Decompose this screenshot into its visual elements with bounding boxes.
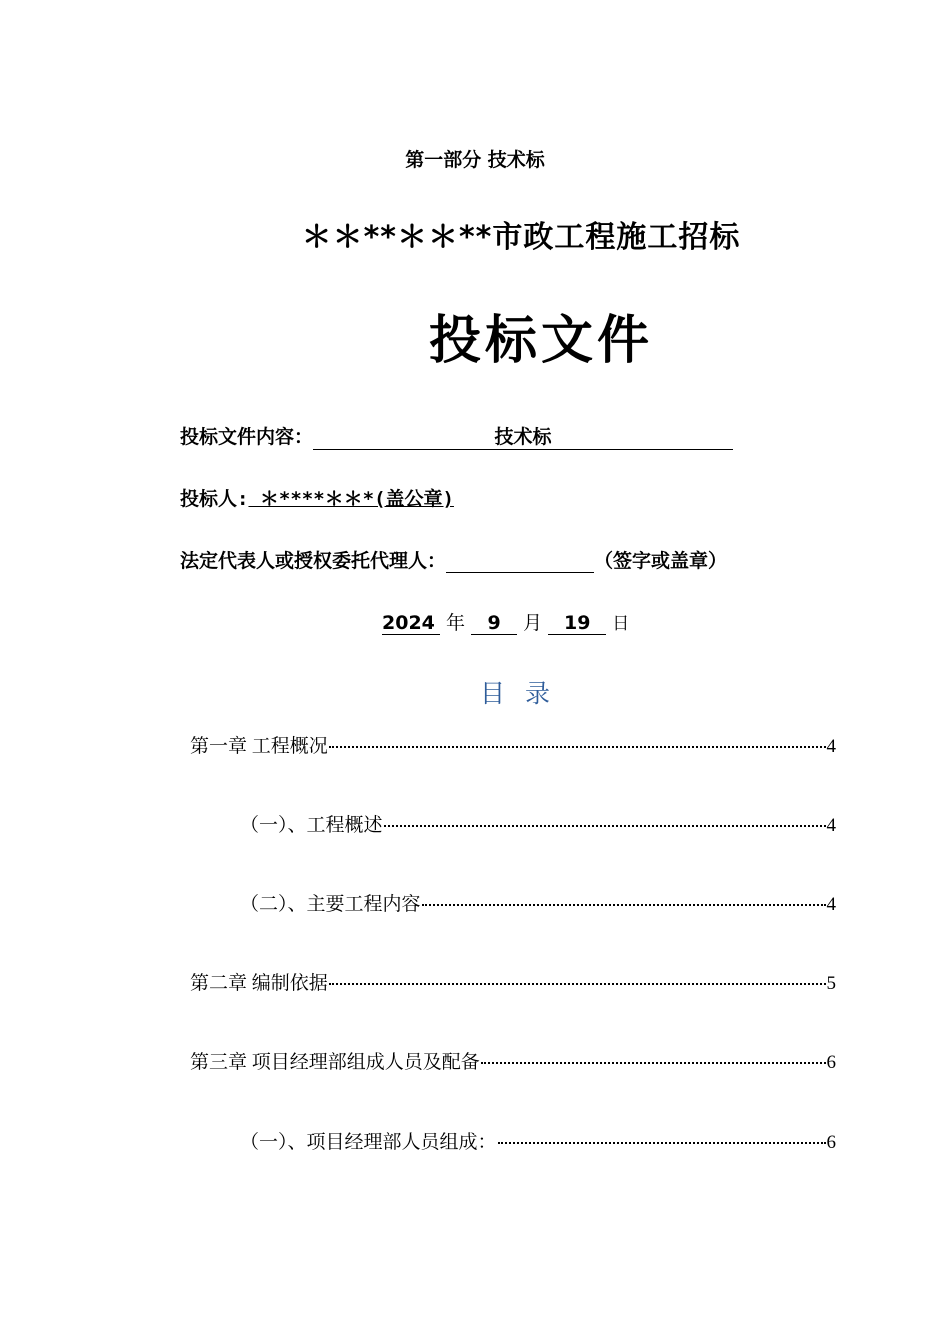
toc-leader [384,825,826,827]
toc-entry[interactable] [190,1047,836,1073]
date-month: 9 [471,612,517,635]
toc-entry-label: 第三章 项目经理部组成人员及配备 [190,1052,480,1073]
toc-entry-label: 第一章 工程概况 [190,736,328,757]
content-value: 技术标 [313,422,733,450]
document-title: 投标文件 [428,310,653,371]
toc-entry-label: （二）、主要工程内容 [240,894,421,915]
date-day-unit: 日 [612,614,630,634]
toc-leader [422,904,826,906]
date-day: 19 [548,612,606,635]
toc-leader [498,1142,826,1144]
date-year: 2024 [382,612,440,635]
bidder-value: ＊****＊＊*(盖公章) [248,488,454,510]
part-heading: 第一部分 技术标 [405,149,545,171]
toc-leader [329,746,826,748]
toc-title: 目 录 [480,679,556,708]
toc-entry-label: （一）、项目经理部人员组成： [240,1132,497,1153]
toc-entry[interactable] [240,889,836,915]
content-label: 投标文件内容： [180,426,314,448]
toc-entry-label: （一）、工程概述 [240,815,383,836]
toc-entry[interactable] [190,731,836,757]
toc-entry-label: 第二章 编制依据 [190,973,328,994]
toc-leader [329,983,826,985]
toc-entry[interactable] [240,810,836,836]
signature-line [446,550,594,573]
date-line [382,608,629,635]
toc-entry-page: 6 [826,1052,836,1073]
bidder-field [180,484,454,511]
toc-entry-page: 4 [826,815,836,836]
date-month-unit: 月 [523,612,543,634]
toc-entry-page: 4 [826,894,836,915]
representative-label: 法定代表人或授权委托代理人： [180,550,447,572]
toc-entry[interactable] [190,968,836,994]
representative-field [180,546,727,573]
toc-entry-page: 6 [826,1132,836,1153]
toc-leader [481,1062,826,1064]
signature-note: （签字或盖章） [594,550,728,572]
bidder-label: 投标人: [180,488,249,510]
date-year-unit: 年 [446,612,466,634]
content-field [180,422,733,450]
toc-entry-page: 5 [826,973,836,994]
toc-entry[interactable] [240,1127,836,1153]
toc-entry-page: 4 [826,736,836,757]
project-title: ＊＊**＊＊**市政工程施工招标 [301,220,741,255]
